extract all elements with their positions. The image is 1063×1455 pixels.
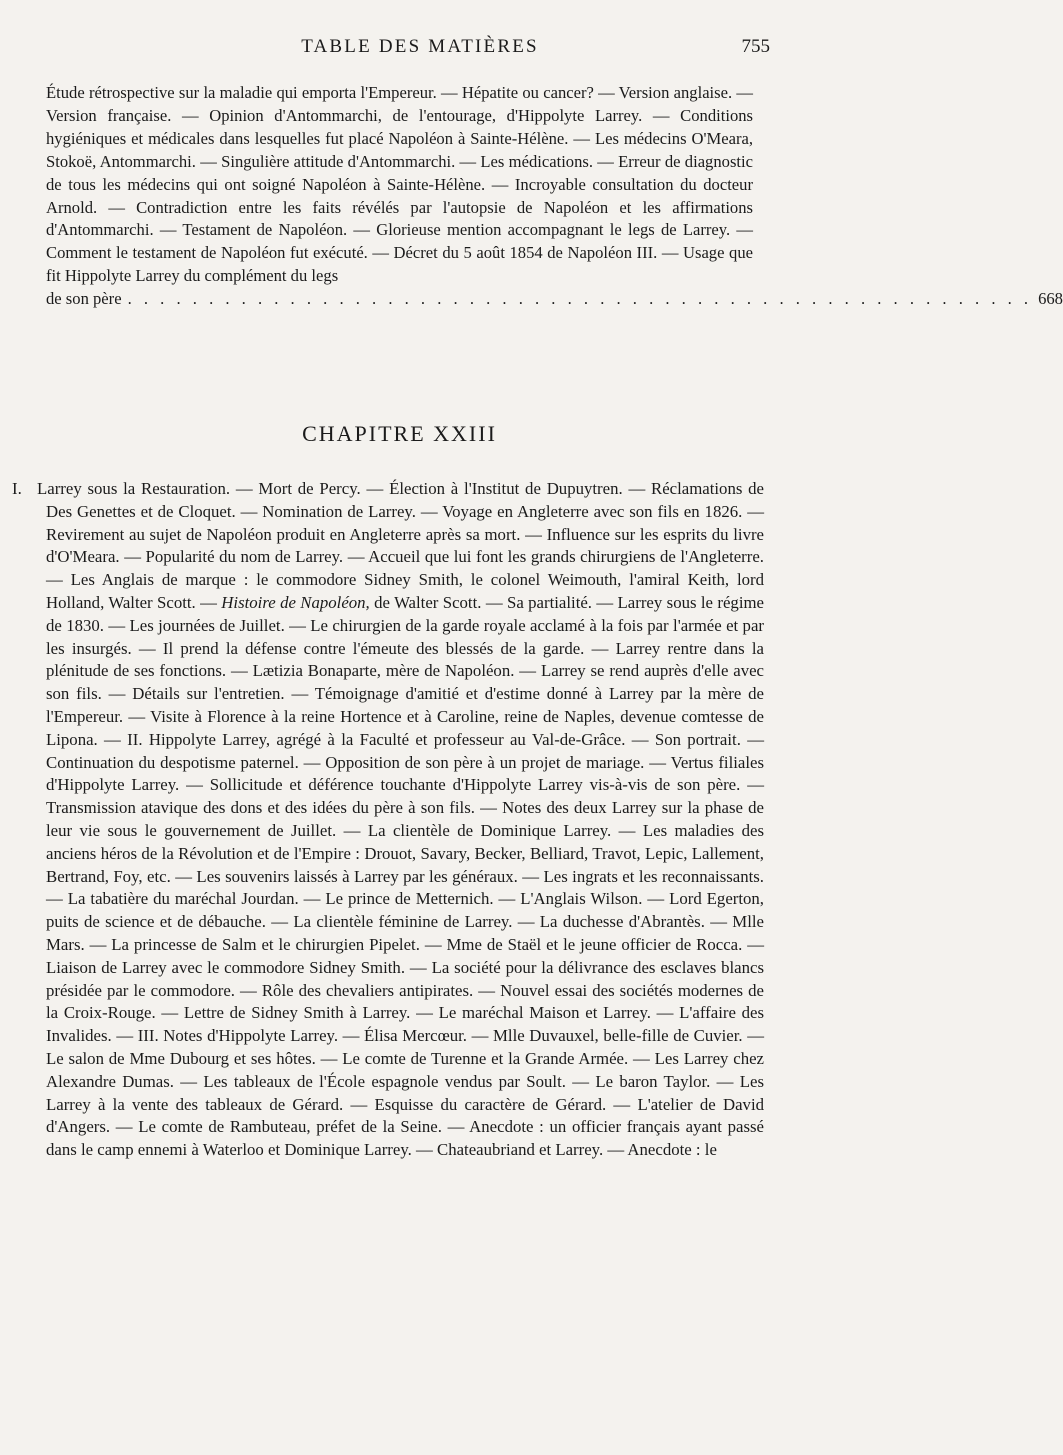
toc-entry-text: Étude rétrospective sur la maladie qui emporta l'Empereur. — Hépatite ou cancer? — Version anglaise. — Version française. — Opinion d'Antommarchi, de l'entourage, d'Hippolyte Larrey. — Conditions hygiéniques et médicales dans lesquelles fut placé Napoléon à Sainte-Hélène. — Les médecins O'Meara, Stokoë, Antommarchi. — Singulière attitude d'Antommarchi. — Les médications. — Erreur de diagnostic de tous les médecins qui ont soigné Napoléon à Sainte-Hélène. — Incroyable consultation du docteur Arnold. — Contradiction entre les faits révélés par l'autopsie de Napoléon et les affirmations d'Antommarchi. — Testament de Napoléon. — Glorieuse mention accompagnant le legs de Larrey. — Comment le testament de Napoléon fut exécuté. — Décret du 5 août 1854 de Napoléon III. — Usage que fit Hippolyte Larrey du complément du legs — [46, 83, 753, 286]
running-header — [46, 34, 770, 60]
toc-text-part-1: Larrey sous la Restauration. — Mort de Percy. — Élection à l'Institut de Dupuytren. — Réclamations de Des Genettes et de Cloquet. — Nomination de Larrey. — Voyage en Angleterre avec son fils en 1826. — Revirement au sujet de Napoléon produit en Angleterre après sa mort. — Influence sur les esprits du livre d'O'Meara. — Popularité du nom de Larrey. — Accueil que lui font les grands chirurgiens de l'Angleterre. — Les Anglais de marque : le commodore Sidney Smith, le colonel Weimouth, l'amiral Keith, lord Holland, Walter Scott. — — [37, 479, 764, 612]
toc-leader-line — [46, 288, 1063, 311]
italic-title: Histoire de Napoléon, — [221, 592, 370, 612]
dot-leader: . . . . . . . . . . . . . . . . . . . . . . . . . . . . . . . . . . . . . . . . . . . . . . . . . . . . . . . . — [127, 289, 1033, 309]
toc-text-part-2: de Walter Scott. — Sa partialité. — Larrey sous le régime de 1830. — Les journées de Juillet. — Le chirurgien de la garde royale acclamé à la fois par l'armée et par les insurgés. — Il prend la défense contre l'émeute des blessés de la garde. — Larrey rentre dans la plénitude de ses fonctions. — Lætizia Bonaparte, mère de Napoléon. — Larrey se rend auprès d'elle avec son fils. — Détails sur l'entretien. — Témoignage d'amitié et d'estime donné à Larrey par la mère de l'Empereur. — Visite à Florence à la reine Hortence et à Caroline, reine de Naples, devenue comtesse de Lipona. — II. Hippolyte Larrey, agrégé à la Faculté et professeur au Val-de-Grâce. — Son portrait. — Continuation du despotisme paternel. — Opposition de son père à un projet de mariage. — Vertus filiales d'Hippolyte Larrey. — Sollicitude et déférence touchante d'Hippolyte Larrey vis-à-vis de son père. — Transmission atavique des dons et des idées du père à son fils. — Notes des deux Larrey sur la phase de leur vie sous le gouvernement de Juillet. — La clientèle de Dominique Larrey. — Les maladies des anciens héros de la Révolution et de l'Empire : Drouot, Savary, Becker, Belliard, Travot, Lepic, Lallement, Bertrand, Foy, etc. — Les souvenirs laissés à Larrey par les généraux. — Les ingrats et les reconnaissants. — La tabatière du maréchal Jourdan. — Le prince de Metternich. — L'Anglais Wilson. — Lord Egerton, puits de science et de débauche. — La clientèle féminine de Larrey. — La duchesse d'Abrantès. — Mlle Mars. — La princesse de Salm et le chirurgien Pipelet. — Mme de Staël et le jeune officier de Rocca. — Liaison de Larrey avec le commodore Sidney Smith. — La société pour la délivrance des esclaves blancs présidée par le commodore. — Rôle des chevaliers antipirates. — Nouvel essai des sociétés modernes de la Croix-Rouge. — Lettre de Sidney Smith à Larrey. — Le maréchal Maison et Larrey. — L'affaire des Invalides. — III. Notes d'Hippolyte Larrey. — Élisa Mercœur. — Mlle Duvauxel, belle-fille de Cuvier. — Le salon de Mme Dubourg et ses hôtes. — Le comte de Turenne et la Grande Armée. — Les Larrey chez Alexandre Dumas. — Les tableaux de l'École espagnole vendus par Soult. — Le baron Taylor. — Les Larrey à la vente des tableaux de Gérard. — Esquisse du caractère de Gérard. — L'atelier de David d'Angers. — Le comte de Rambuteau, préfet de la Seine. — Anecdote : un officier français ayant passé dans le camp ennemi à Waterloo et Dominique Larrey. — Chateaubriand et Larrey. — Anecdote : le — [46, 592, 764, 1160]
toc-entry-chapter-xxiii: I. Larrey sous la Restauration. — Mort de Percy. — Élection à l'Institut de Dupuytren. — Réclamations de Des Genettes et de Cloquet. — Nomination de Larrey. — Voyage en Angleterre avec son fils en 1826. — Revirement au sujet de Napoléon produit en Angleterre après sa mort. — Influence sur les esprits du livre d'O'Meara. — Popularité du nom de Larrey. — Accueil que lui font les grands chirurgiens de l'Angleterre. — Les Anglais de marque : le commodore Sidney Smith, le colonel Weimouth, l'amiral Keith, lord Holland, Walter Scott. — Histoire de Napoléon, de Walter Scott. — Sa partialité. — Larrey sous le régime de 1830. — Les journées de Juillet. — Le chirurgien de la garde royale acclamé à la fois par l'armée et par les insurgés. — Il prend la défense contre l'émeute des blessés de la garde. — Larrey rentre dans la plénitude de ses fonctions. — Lætizia Bonaparte, mère de Napoléon. — Larrey se rend auprès d'elle avec son fils. — Détails sur l'entretien. — Témoignage d'amitié et d'estime donné à Larrey par la mère de l'Empereur. — Visite à Florence à la reine Hortence et à Caroline, reine de Naples, devenue comtesse de Lipona. — II. Hippolyte Larrey, agrégé à la Faculté et professeur au Val-de-Grâce. — Son portrait. — Continuation du despotisme paternel. — Opposition de son père à un projet de mariage. — Vertus filiales d'Hippolyte Larrey. — Sollicitude et déférence touchante d'Hippolyte Larrey vis-à-vis de son père. — Transmission atavique des dons et des idées du père à son fils. — Notes des deux Larrey sur la phase de leur vie sous le gouvernement de Juillet. — La clientèle de Dominique Larrey. — Les maladies des anciens héros de la Révolution et de l'Empire : Drouot, Savary, Becker, Belliard, Travot, Lepic, Lallement, Bertrand, Foy, etc. — Les souvenirs laissés à Larrey par les généraux. — Les ingrats et les reconnaissants. — La tabatière du maréchal Jourdan. — Le prince de Metternich. — L'Anglais Wilson. — Lord Egerton, puits de science et de débauche. — La clientèle féminine de Larrey. — La duchesse d'Abrantès. — Mlle Mars. — La princesse de Salm et le chirurgien Pipelet. — Mme de Staël et le jeune officier de Rocca. — Liaison de Larrey avec le commodore Sidney Smith. — La société pour la délivrance des esclaves blancs présidée par le commodore. — Rôle des chevaliers antipirates. — Nouvel essai des sociétés modernes de la Croix-Rouge. — Lettre de Sidney Smith à Larrey. — Le maréchal Maison et Larrey. — L'affaire des Invalides. — III. Notes d'Hippolyte Larrey. — Élisa Mercœur. — Mlle Duvauxel, belle-fille de Cuvier. — Le salon de Mme Dubourg et ses hôtes. — Le comte de Turenne et la Grande Armée. — Les Larrey chez Alexandre Dumas. — Les tableaux de l'École espagnole vendus par Soult. — Le baron Taylor. — Les Larrey à la vente des tableaux de Gérard. — Esquisse du caractère de Gérard. — L'atelier de David d'Angers. — Le comte de Rambuteau, préfet de la Seine. — Anecdote : un officier français ayant passé dans le camp ennemi à Waterloo et Dominique Larrey. — Chateaubriand et Larrey. — Anecdote : le — [12, 479, 764, 1160]
header-title: TABLE DES MATIÈRES — [301, 36, 539, 57]
chapter-heading: CHAPITRE XXIII — [302, 421, 497, 446]
header-page-number: 755 — [741, 36, 770, 57]
toc-entry-last-line: de son père — [46, 289, 122, 309]
toc-page-reference: 668 — [1038, 289, 1063, 309]
toc-entry-previous-chapter — [46, 82, 1063, 311]
